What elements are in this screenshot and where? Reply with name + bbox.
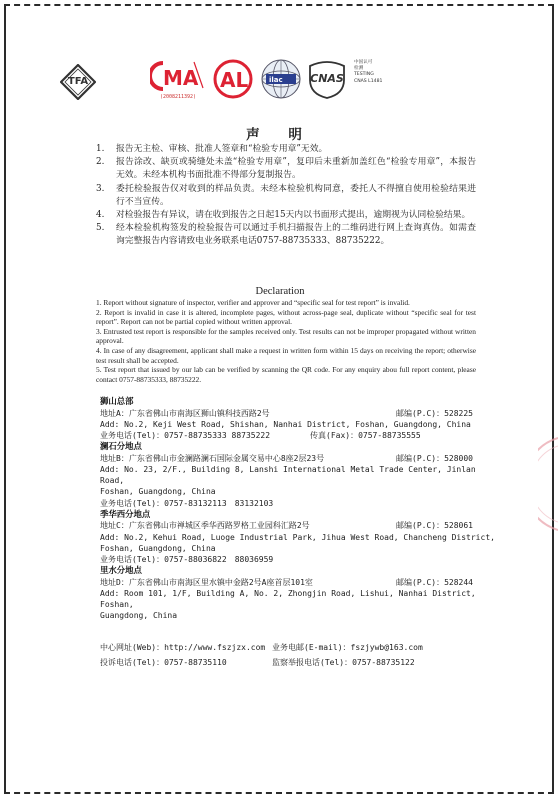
svg-text:MA: MA xyxy=(163,66,199,90)
cal-logo xyxy=(212,58,254,100)
seal-stamp-edge xyxy=(538,434,558,534)
list-item: 3. 委托检验报告仅对收到的样品负责。未经本检验机构同意，委托人不得擅自使用检验结果进行不当宣传。 xyxy=(96,183,476,207)
report-tel: 监察举报电话(Tel)：0757-88735122 xyxy=(272,658,415,667)
address-cn: 地址C：广东省佛山市禅城区季华西路罗格工业园科汇路2号 xyxy=(100,521,310,531)
svg-text:ilac: ilac xyxy=(269,76,283,84)
footer-contacts xyxy=(100,640,500,670)
branch-name: 狮山总部 xyxy=(100,396,134,406)
list-item: 2. Report is invalid in case it is altered, incomplete pages, without across-page seal, duplicate without “specific seal for test report”. Report can not be partial copied without written approval. xyxy=(96,307,476,327)
branch-name: 里水分地点 xyxy=(100,565,142,576)
tfa-logo: TFA xyxy=(60,64,96,100)
address-en: Guangdong, China xyxy=(100,611,178,621)
list-item: 3. Entrusted test report is responsible for the samples received only. Test results can not be improper propagated without written approval. xyxy=(96,326,476,346)
declaration-list-cn xyxy=(96,143,476,249)
postcode: 邮编(P.C)：528000 xyxy=(396,453,473,463)
cnas-logo: CNAS xyxy=(304,60,350,100)
cma-code: (2008211392) xyxy=(159,94,197,100)
address-en: Add: No.2, Kehui Road, Luoge Industrial Park, Jihua West Road, Chancheng District, xyxy=(100,532,495,542)
email: 业务电邮(E-mail)：fszjywb@163.com xyxy=(272,643,423,652)
website: 中心网址(Web)：http://www.fszjzx.com xyxy=(100,643,266,652)
ilac-mra-logo xyxy=(260,58,302,100)
list-item: 1. 报告无主检、审核、批准人签章和“检验专用章”无效。 xyxy=(96,144,328,154)
list-item: 1. Report without signature of inspector, verifier and approver and “specific seal for test report” is invalid. xyxy=(96,298,410,307)
address-en: Add: Room 101, 1/F, Building A, No. 2, Zhongjin Road, Lishui, Nanhai District, Foshan, xyxy=(100,589,476,610)
list-item: 4. In case of any disagreement, applicant shall make a request in written form within 15 days on receiving the report; otherwise test result shall be accepted. xyxy=(96,345,476,365)
branch-addresses xyxy=(100,396,500,622)
list-item: 5. Test report that issued by our lab can be verified by scanning the QR code. For any enquiry abou full report content, please contact 0757-88735333, 88735222. xyxy=(96,365,476,384)
address-en: Add: No.2, Keji West Road, Shishan, Nanhai District, Foshan, Guangdong, China xyxy=(100,419,471,429)
branch-name: 季华西分地点 xyxy=(100,508,151,519)
branch-lanshi xyxy=(100,441,500,509)
list-item: 4. 对检验报告有异议，请在收到报告之日起15天内以书面形式提出，逾期视为认同检验结果。 xyxy=(96,210,471,221)
address-cn: 地址B：广东省佛山市金澜路澜石国际金属交易中心8座2层23号 xyxy=(100,453,325,463)
declaration-title-cn: 声 明 xyxy=(246,127,314,143)
address-cn: 地址A：广东省佛山市南海区狮山镇科技西路2号 xyxy=(100,408,270,418)
branch-jihuaxi xyxy=(100,509,500,565)
postcode: 邮编(P.C)：528244 xyxy=(396,577,473,587)
svg-text:AL: AL xyxy=(220,68,249,92)
postcode: 邮编(P.C)：528225 xyxy=(396,408,473,418)
address-en: Add: No. 23, 2/F., Building 8, Lanshi International Metal Trade Center, Jinlan Road, xyxy=(100,465,476,486)
business-tel: 业务电话(Tel)：0757-88036822 88036959 xyxy=(100,555,274,565)
list-item: 5. 经本检验机构签发的检验报告可以通过手机扫描报告上的二维码进行网上查询真伪。如需查询完整报告内容请致电业务联系电话0757-88735333、88735222。 xyxy=(96,223,476,247)
complaint-tel: 投诉电话(Tel)：0757-88735110 xyxy=(100,658,227,667)
branch-name: 澜石分地点 xyxy=(100,441,142,452)
branch-lishui xyxy=(100,565,500,621)
fax: 传真(Fax)：0757-88735555 xyxy=(310,431,421,440)
address-en: Foshan, Guangdong, China xyxy=(100,487,216,497)
postcode: 邮编(P.C)：528061 xyxy=(396,521,473,531)
cma-logo xyxy=(150,58,206,102)
declaration-list-en xyxy=(96,298,476,384)
address-cn: 地址D：广东省佛山市南海区里水镇中金路2号A座首层101室 xyxy=(100,577,313,587)
branch-shishan xyxy=(100,396,500,441)
business-tel: 业务电话(Tel)：0757-83132113 83132103 xyxy=(100,498,274,508)
list-item: 2. 报告涂改、缺页或骑缝处未盖“检验专用章”，复印后未重新加盖红色“检验专用章”，本报告无效。未经本机构书面批准不得部分复制报告。 xyxy=(96,157,476,181)
business-tel: 业务电话(Tel)：0757-88735333 88735222 xyxy=(100,431,271,440)
address-en: Foshan, Guangdong, China xyxy=(100,543,216,553)
cnas-side-text: 中国认可 检测 TESTING CNAS L1481 xyxy=(354,60,383,84)
certification-logos xyxy=(0,56,560,112)
declaration-title-en: Declaration xyxy=(255,286,305,297)
